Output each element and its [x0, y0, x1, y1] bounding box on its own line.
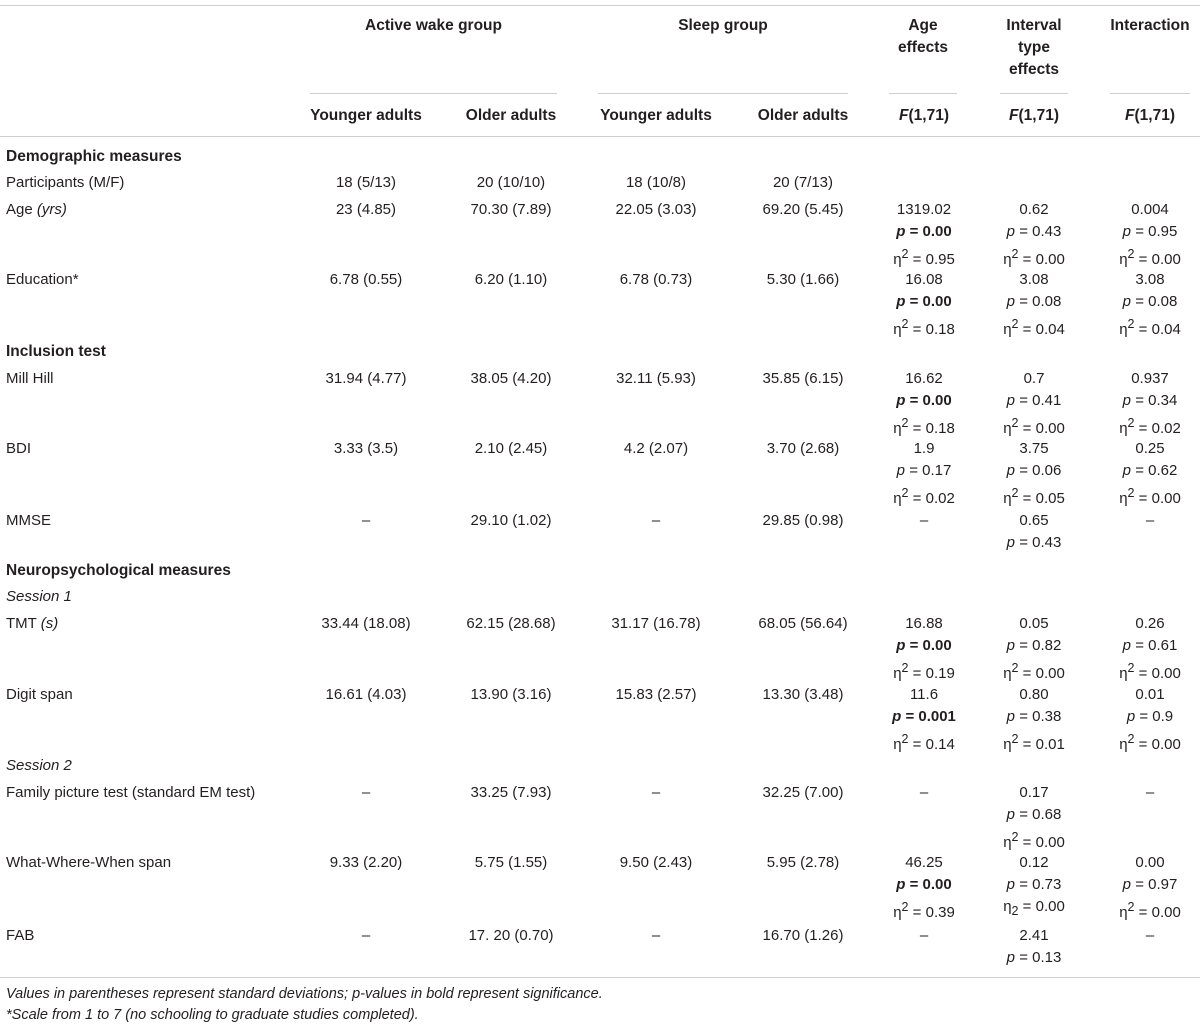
int-p: p = 0.41	[1006, 392, 1062, 409]
header-age-f: F(1,71)	[899, 107, 949, 124]
ix-p: p = 0.97	[1122, 876, 1178, 893]
cell: 22.05 (3.03)	[615, 201, 697, 218]
int-eta: $\eta^2 = 0.00$	[1003, 661, 1065, 682]
ix-eta: $\eta^2 = 0.00$	[1119, 900, 1181, 921]
cell: –	[651, 784, 661, 801]
age-p: p = 0.17	[896, 462, 952, 479]
int-p: p = 0.43	[1006, 223, 1062, 240]
row-label-mmse: MMSE	[6, 512, 51, 529]
header-age-effects: Age effects	[898, 17, 948, 56]
header-interaction-f: F(1,71)	[1125, 107, 1175, 124]
section-demographic: Demographic measures	[6, 148, 182, 165]
ix-f: –	[1145, 512, 1155, 529]
table-bottom-rule	[0, 977, 1200, 978]
rule-interaction	[1110, 93, 1190, 94]
int-f: 3.75	[1019, 440, 1049, 457]
int-p: p = 0.82	[1006, 637, 1062, 654]
int-eta: $\eta^2 = 0.00$	[1003, 830, 1065, 851]
cell: 3.70 (2.68)	[766, 440, 840, 457]
cell: 35.85 (6.15)	[762, 370, 844, 387]
age-f: 16.08	[905, 271, 943, 288]
age-eta: $\eta^2 = 0.02$	[893, 486, 955, 507]
ix-eta: $\eta^2 = 0.00$	[1119, 732, 1181, 753]
cell: 16.61 (4.03)	[325, 686, 407, 703]
section-neuropsych: Neuropsychological measures	[6, 562, 231, 579]
age-p: p = 0.00	[896, 293, 952, 310]
cell: 13.30 (3.48)	[762, 686, 844, 703]
age-p: p = 0.00	[896, 223, 952, 240]
age-f: –	[919, 512, 929, 529]
cell: 6.78 (0.55)	[329, 271, 403, 288]
int-f: 0.80	[1019, 686, 1049, 703]
cell: 31.94 (4.77)	[325, 370, 407, 387]
int-f: 0.7	[1023, 370, 1045, 387]
subsection-session1: Session 1	[6, 588, 72, 605]
header-aw-older: Older adults	[465, 107, 557, 124]
row-label-mill-hill: Mill Hill	[6, 370, 54, 387]
age-p: p = 0.00	[896, 392, 952, 409]
row-label-fab: FAB	[6, 927, 35, 944]
ix-f: 3.08	[1135, 271, 1165, 288]
row-label-education: Education*	[6, 271, 79, 288]
int-eta: $\eta^2 = 0.01$	[1003, 732, 1065, 753]
int-eta: $\eta^2 = 0.00$	[1003, 416, 1065, 437]
ix-f: –	[1145, 784, 1155, 801]
section-inclusion: Inclusion test	[6, 343, 106, 360]
age-eta: $\eta^2 = 0.19$	[893, 661, 955, 682]
ix-p: p = 0.61	[1122, 637, 1178, 654]
age-eta: $\eta^2 = 0.18$	[893, 416, 955, 437]
cell: 20 (10/10)	[476, 174, 546, 191]
ix-f: –	[1145, 927, 1155, 944]
age-eta: $\eta^2 = 0.39$	[893, 900, 955, 921]
row-label-family-picture: Family picture test (standard EM test)	[6, 784, 256, 801]
int-p: p = 0.13	[1006, 949, 1062, 966]
ix-p: p = 0.9	[1126, 708, 1174, 725]
int-p: p = 0.06	[1006, 462, 1062, 479]
row-label-www-span: What-Where-When span	[6, 854, 172, 871]
cell: 62.15 (28.68)	[466, 615, 556, 632]
age-p: p = 0.00	[896, 876, 952, 893]
age-f: 11.6	[909, 686, 939, 703]
footnote-2: *Scale from 1 to 7 (no schooling to graduate studies completed).	[6, 1007, 419, 1023]
ix-eta: $\eta^2 = 0.00$	[1119, 486, 1181, 507]
ix-p: p = 0.95	[1122, 223, 1178, 240]
int-f: 0.17	[1019, 784, 1049, 801]
cell: 20 (7/13)	[772, 174, 834, 191]
cell: –	[361, 927, 371, 944]
rule-interval	[1000, 93, 1068, 94]
int-f: 0.05	[1019, 615, 1049, 632]
age-eta: $\eta^2 = 0.95$	[893, 247, 955, 268]
cell: 3.33 (3.5)	[333, 440, 399, 457]
cell: 18 (5/13)	[335, 174, 397, 191]
int-eta: $\eta^2 = 0.04$	[1003, 317, 1065, 338]
header-active-wake-group: Active wake group	[365, 17, 502, 34]
header-sleep-group: Sleep group	[678, 17, 768, 34]
int-eta: $\eta_2 = 0.00$	[1003, 898, 1065, 918]
top-rule	[0, 5, 1200, 6]
cell: 18 (10/8)	[625, 174, 687, 191]
row-label-participants: Participants (M/F)	[6, 174, 125, 191]
int-f: 0.65	[1019, 512, 1049, 529]
ix-f: 0.004	[1131, 201, 1169, 218]
cell: 33.25 (7.93)	[470, 784, 552, 801]
ix-eta: $\eta^2 = 0.04$	[1119, 317, 1181, 338]
row-label-age: Age (yrs)	[6, 201, 67, 218]
int-eta: $\eta^2 = 0.05$	[1003, 486, 1065, 507]
cell: –	[361, 512, 371, 529]
rule-sleep	[598, 93, 848, 94]
cell: 5.75 (1.55)	[474, 854, 548, 871]
cell: 31.17 (16.78)	[611, 615, 701, 632]
age-f: 1.9	[913, 440, 935, 457]
cell: 9.33 (2.20)	[329, 854, 403, 871]
cell: 29.85 (0.98)	[762, 512, 844, 529]
age-f: 46.25	[905, 854, 943, 871]
cell: 38.05 (4.20)	[470, 370, 552, 387]
int-p: p = 0.43	[1006, 534, 1062, 551]
ix-f: 0.25	[1135, 440, 1165, 457]
header-sl-younger: Younger adults	[600, 107, 712, 124]
int-p: p = 0.68	[1006, 806, 1062, 823]
int-p: p = 0.73	[1006, 876, 1062, 893]
cell: 5.30 (1.66)	[766, 271, 840, 288]
cell: 68.05 (56.64)	[758, 615, 848, 632]
cell: 33.44 (18.08)	[321, 615, 411, 632]
ix-p: p = 0.08	[1122, 293, 1178, 310]
cell: 32.11 (5.93)	[616, 370, 696, 387]
age-f: 16.62	[905, 370, 943, 387]
ix-f: 0.00	[1135, 854, 1165, 871]
cell: 5.95 (2.78)	[766, 854, 840, 871]
cell: 9.50 (2.43)	[619, 854, 693, 871]
int-p: p = 0.38	[1006, 708, 1062, 725]
cell: 29.10 (1.02)	[470, 512, 552, 529]
header-bottom-rule	[0, 136, 1200, 137]
cell: 69.20 (5.45)	[762, 201, 844, 218]
age-p: p = 0.00	[896, 637, 952, 654]
int-f: 0.62	[1019, 201, 1049, 218]
header-interaction: Interaction	[1110, 17, 1190, 34]
int-eta: $\eta^2 = 0.00$	[1003, 247, 1065, 268]
cell: 17. 20 (0.70)	[468, 927, 554, 944]
age-f: –	[919, 927, 929, 944]
age-f: –	[919, 784, 929, 801]
row-label-tmt: TMT (s)	[6, 615, 59, 632]
ix-f: 0.01	[1135, 686, 1165, 703]
cell: –	[361, 784, 371, 801]
ix-eta: $\eta^2 = 0.00$	[1119, 247, 1181, 268]
cell: 16.70 (1.26)	[762, 927, 844, 944]
int-f: 3.08	[1019, 271, 1049, 288]
ix-eta: $\eta^2 = 0.02$	[1119, 416, 1181, 437]
cell: 6.78 (0.73)	[619, 271, 693, 288]
cell: 70.30 (7.89)	[470, 201, 552, 218]
ix-f: 0.937	[1131, 370, 1169, 387]
cell: –	[651, 512, 661, 529]
int-f: 0.12	[1019, 854, 1049, 871]
ix-eta: $\eta^2 = 0.00$	[1119, 661, 1181, 682]
rule-active-wake	[310, 93, 557, 94]
header-aw-younger: Younger adults	[310, 107, 422, 124]
cell: 6.20 (1.10)	[474, 271, 548, 288]
ix-p: p = 0.62	[1122, 462, 1178, 479]
header-sl-older: Older adults	[757, 107, 849, 124]
ix-p: p = 0.34	[1122, 392, 1178, 409]
header-interval-f: F(1,71)	[1009, 107, 1059, 124]
age-f: 1319.02	[896, 201, 952, 218]
age-eta: $\eta^2 = 0.18$	[893, 317, 955, 338]
rule-age	[889, 93, 957, 94]
cell: 2.10 (2.45)	[474, 440, 548, 457]
int-p: p = 0.08	[1006, 293, 1062, 310]
age-p: p = 0.001	[892, 708, 956, 725]
row-label-digit-span: Digit span	[6, 686, 73, 703]
cell: 23 (4.85)	[335, 201, 397, 218]
int-f: 2.41	[1019, 927, 1049, 944]
cell: 15.83 (2.57)	[615, 686, 697, 703]
cell: 13.90 (3.16)	[470, 686, 552, 703]
footnote-1: Values in parentheses represent standard deviations; p-values in bold represent significance.	[6, 986, 603, 1002]
row-label-bdi: BDI	[6, 440, 32, 457]
header-interval-type-effects: Interval type effects	[1006, 17, 1062, 78]
cell: –	[651, 927, 661, 944]
subsection-session2: Session 2	[6, 757, 72, 774]
cell: 4.2 (2.07)	[623, 440, 689, 457]
cell: 32.25 (7.00)	[762, 784, 844, 801]
ix-f: 0.26	[1135, 615, 1165, 632]
age-eta: $\eta^2 = 0.14$	[893, 732, 955, 753]
age-f: 16.88	[905, 615, 943, 632]
